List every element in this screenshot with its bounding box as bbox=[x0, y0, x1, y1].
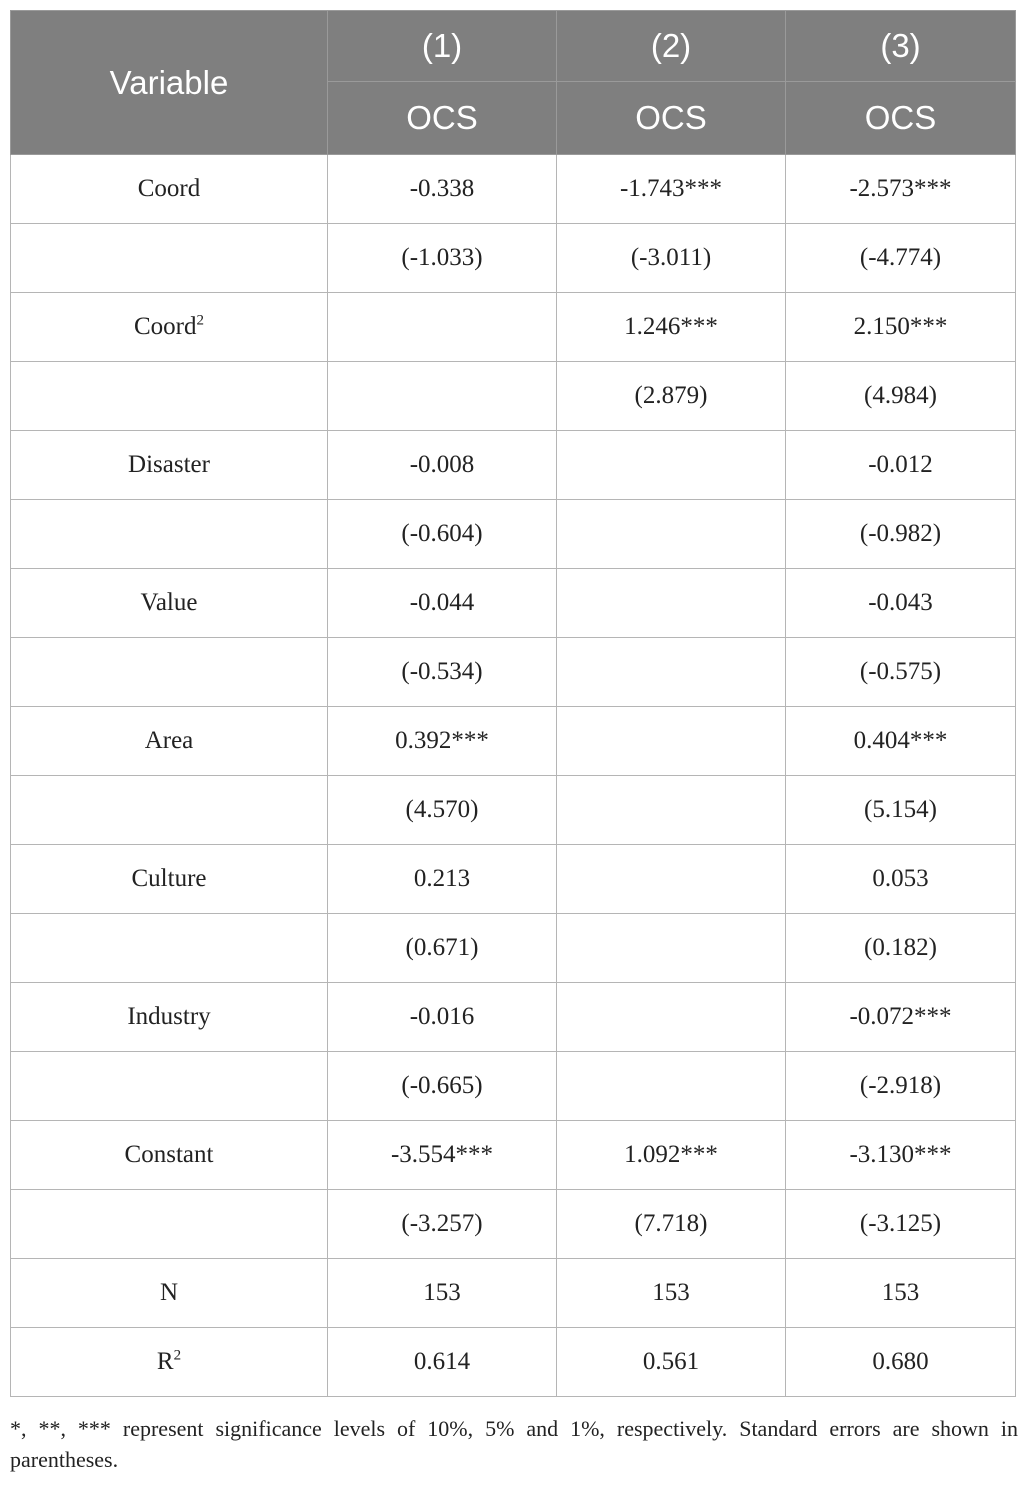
cell-model-3: (-2.918) bbox=[786, 1052, 1016, 1121]
table-header bbox=[11, 11, 1016, 155]
row-label bbox=[11, 983, 328, 1052]
row-label bbox=[11, 1259, 328, 1328]
cell-model-2 bbox=[557, 569, 786, 638]
row-label bbox=[11, 293, 328, 362]
row-label-text: Coord bbox=[134, 313, 197, 340]
row-label bbox=[11, 431, 328, 500]
cell-model-1: -0.338 bbox=[328, 155, 557, 224]
cell-model-1: 0.392*** bbox=[328, 707, 557, 776]
cell-model-2 bbox=[557, 431, 786, 500]
row-label-text: R bbox=[156, 1348, 174, 1375]
table-row bbox=[11, 500, 1016, 569]
cell-model-1: (-1.033) bbox=[328, 224, 557, 293]
table-row bbox=[11, 845, 1016, 914]
cell-model-2 bbox=[557, 845, 786, 914]
table-row bbox=[11, 362, 1016, 431]
header-dependent-1: OCS bbox=[328, 82, 557, 155]
cell-model-3: -3.130*** bbox=[786, 1121, 1016, 1190]
table-row bbox=[11, 293, 1016, 362]
row-label-text: Constant bbox=[124, 1141, 214, 1168]
cell-model-1: 0.213 bbox=[328, 845, 557, 914]
cell-model-3: (-0.575) bbox=[786, 638, 1016, 707]
row-label bbox=[11, 362, 328, 431]
row-label bbox=[11, 914, 328, 983]
row-label-text: N bbox=[159, 1279, 179, 1306]
table-row bbox=[11, 707, 1016, 776]
row-label bbox=[11, 569, 328, 638]
cell-model-1: (-0.604) bbox=[328, 500, 557, 569]
cell-model-3: (0.182) bbox=[786, 914, 1016, 983]
row-label bbox=[11, 776, 328, 845]
cell-model-2 bbox=[557, 707, 786, 776]
cell-model-2 bbox=[557, 914, 786, 983]
cell-model-3: -0.043 bbox=[786, 569, 1016, 638]
row-label bbox=[11, 638, 328, 707]
cell-model-1: -3.554*** bbox=[328, 1121, 557, 1190]
header-model-3: (3) bbox=[786, 11, 1016, 82]
cell-model-3: 2.150*** bbox=[786, 293, 1016, 362]
cell-model-3: 0.053 bbox=[786, 845, 1016, 914]
table-row bbox=[11, 155, 1016, 224]
cell-model-1: 0.614 bbox=[328, 1328, 557, 1397]
table-footnote: *, **, *** represent significance levels of 10%, 5% and 1%, respectively. Standard errors are shown in parentheses. bbox=[10, 1416, 1018, 1472]
row-label bbox=[11, 155, 328, 224]
row-label-text: Culture bbox=[131, 865, 207, 892]
cell-model-2 bbox=[557, 776, 786, 845]
table-row bbox=[11, 1052, 1016, 1121]
cell-model-1: (0.671) bbox=[328, 914, 557, 983]
table-row bbox=[11, 1259, 1016, 1328]
table-row bbox=[11, 1190, 1016, 1259]
cell-model-3: -0.012 bbox=[786, 431, 1016, 500]
cell-model-2: (-3.011) bbox=[557, 224, 786, 293]
cell-model-3: 0.404*** bbox=[786, 707, 1016, 776]
cell-model-2: 0.561 bbox=[557, 1328, 786, 1397]
cell-model-1 bbox=[328, 293, 557, 362]
cell-model-1: (-3.257) bbox=[328, 1190, 557, 1259]
table-row bbox=[11, 776, 1016, 845]
cell-model-2: 1.092*** bbox=[557, 1121, 786, 1190]
row-label bbox=[11, 1121, 328, 1190]
cell-model-1: (-0.665) bbox=[328, 1052, 557, 1121]
cell-model-1: -0.008 bbox=[328, 431, 557, 500]
cell-model-1 bbox=[328, 362, 557, 431]
header-variable: Variable bbox=[11, 11, 328, 155]
cell-model-1: -0.016 bbox=[328, 983, 557, 1052]
row-label bbox=[11, 1052, 328, 1121]
cell-model-2 bbox=[557, 1052, 786, 1121]
row-label bbox=[11, 1190, 328, 1259]
cell-model-1: (-0.534) bbox=[328, 638, 557, 707]
row-label bbox=[11, 1328, 328, 1397]
table-row bbox=[11, 224, 1016, 293]
cell-model-3: (-3.125) bbox=[786, 1190, 1016, 1259]
cell-model-3: -2.573*** bbox=[786, 155, 1016, 224]
table-row bbox=[11, 914, 1016, 983]
cell-model-2: (7.718) bbox=[557, 1190, 786, 1259]
cell-model-2 bbox=[557, 638, 786, 707]
row-label-text: Coord bbox=[137, 175, 201, 202]
cell-model-3: -0.072*** bbox=[786, 983, 1016, 1052]
table-row bbox=[11, 431, 1016, 500]
table-body bbox=[11, 155, 1016, 1397]
table-row bbox=[11, 638, 1016, 707]
cell-model-1: 153 bbox=[328, 1259, 557, 1328]
cell-model-3: 153 bbox=[786, 1259, 1016, 1328]
header-dependent-2: OCS bbox=[557, 82, 786, 155]
row-label-superscript: 2 bbox=[173, 1347, 182, 1364]
cell-model-2: (2.879) bbox=[557, 362, 786, 431]
row-label bbox=[11, 845, 328, 914]
row-label-superscript: 2 bbox=[196, 312, 204, 329]
table-row bbox=[11, 569, 1016, 638]
header-model-2: (2) bbox=[557, 11, 786, 82]
row-label-text: Industry bbox=[127, 1003, 211, 1030]
cell-model-1: (4.570) bbox=[328, 776, 557, 845]
header-dependent-3: OCS bbox=[786, 82, 1016, 155]
cell-model-1: -0.044 bbox=[328, 569, 557, 638]
row-label bbox=[11, 500, 328, 569]
table-row bbox=[11, 1121, 1016, 1190]
cell-model-2 bbox=[557, 500, 786, 569]
cell-model-3: 0.680 bbox=[786, 1328, 1016, 1397]
row-label-text: Area bbox=[144, 727, 194, 754]
table-row bbox=[11, 983, 1016, 1052]
row-label bbox=[11, 224, 328, 293]
header-model-1: (1) bbox=[328, 11, 557, 82]
cell-model-2: -1.743*** bbox=[557, 155, 786, 224]
table-row bbox=[11, 1328, 1016, 1397]
cell-model-3: (4.984) bbox=[786, 362, 1016, 431]
cell-model-2: 153 bbox=[557, 1259, 786, 1328]
row-label-text: Disaster bbox=[128, 451, 210, 478]
row-label-text: Value bbox=[140, 589, 198, 616]
cell-model-3: (5.154) bbox=[786, 776, 1016, 845]
regression-table bbox=[10, 10, 1016, 1397]
cell-model-2: 1.246*** bbox=[557, 293, 786, 362]
cell-model-2 bbox=[557, 983, 786, 1052]
row-label bbox=[11, 707, 328, 776]
cell-model-3: (-0.982) bbox=[786, 500, 1016, 569]
cell-model-3: (-4.774) bbox=[786, 224, 1016, 293]
